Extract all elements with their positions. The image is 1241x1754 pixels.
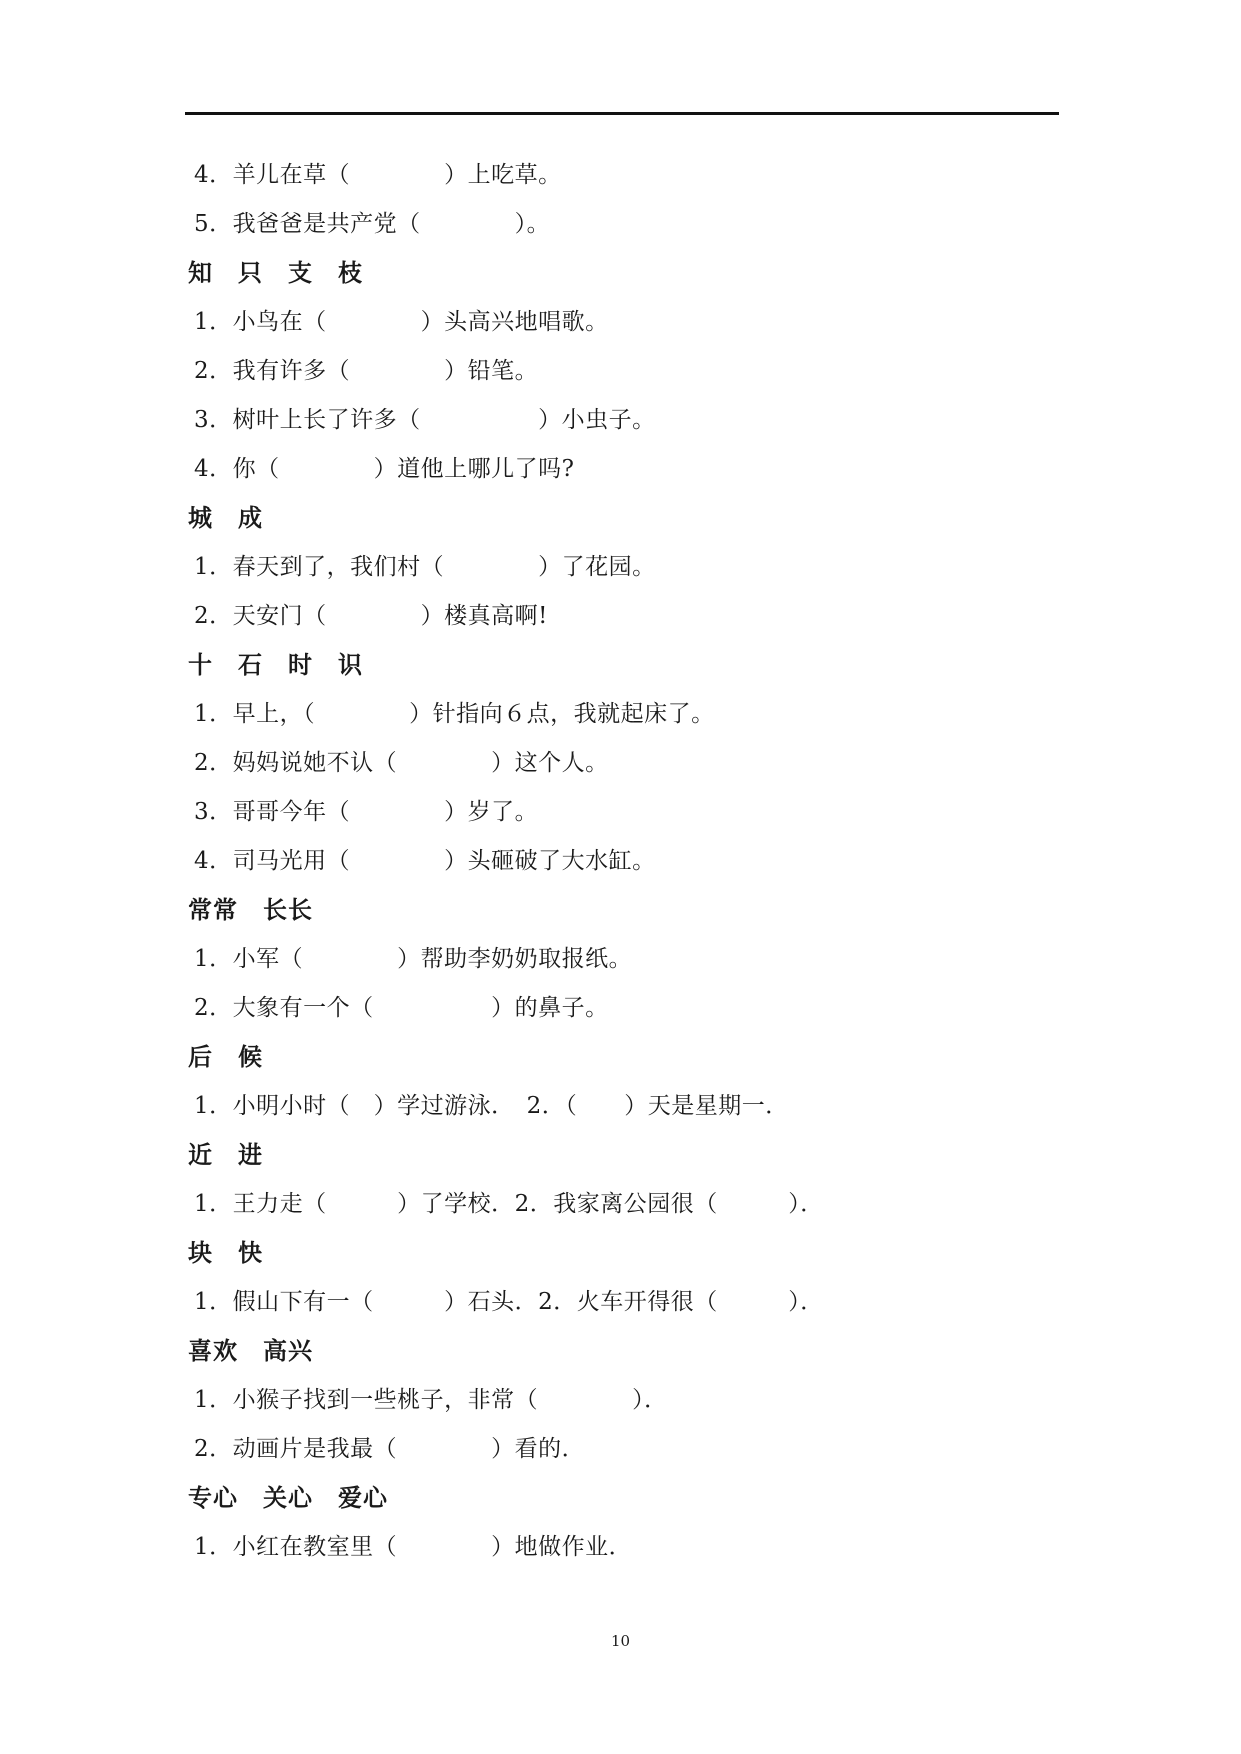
fill-blank-sentence: 5．我爸爸是共产党（ ）。	[194, 211, 551, 237]
word-group-heading: 常常 长长	[188, 895, 313, 924]
header-rule	[185, 112, 1059, 115]
word-group-heading: 后 候	[188, 1042, 263, 1071]
word-group-heading: 喜欢 高兴	[188, 1336, 313, 1365]
word-group-heading: 城 成	[188, 503, 263, 532]
fill-blank-sentence: 4．司马光用（ ）头砸破了大水缸。	[194, 848, 656, 874]
fill-blank-sentence: 1．小明小时（ ）学过游泳． 2．（ ）天是星期一．	[194, 1093, 789, 1119]
word-group-heading: 专心 关心 爱心	[188, 1483, 388, 1512]
fill-blank-sentence: 2．我有许多（ ）铅笔。	[194, 358, 539, 384]
fill-blank-sentence: 1．春天到了，我们村（ ）了花园。	[194, 554, 656, 580]
word-group-heading: 知 只 支 枝	[188, 258, 363, 287]
fill-blank-sentence: 4．你（ ）道他上哪儿了吗?	[194, 456, 575, 482]
page-number: 10	[610, 1632, 631, 1650]
fill-blank-sentence: 1．小鸟在（ ）头高兴地唱歌。	[194, 309, 609, 335]
word-group-heading: 近 进	[188, 1140, 263, 1169]
fill-blank-sentence: 3．哥哥今年（ ）岁了。	[194, 799, 539, 825]
fill-blank-sentence: 1．小军（ ）帮助李奶奶取报纸。	[194, 946, 633, 972]
fill-blank-sentence: 1．早上，（ ）针指向６点，我就起床了。	[194, 701, 715, 727]
fill-blank-sentence: 3．树叶上长了许多（ ）小虫子。	[194, 407, 656, 433]
fill-blank-sentence: 2．天安门（ ）楼真高啊!	[194, 603, 548, 629]
worksheet-body	[188, 156, 1068, 1577]
fill-blank-sentence: 1．王力走（ ）了学校．2．我家离公园很（ ）．	[194, 1191, 824, 1217]
fill-blank-sentence: 4．羊儿在草（ ）上吃草。	[194, 162, 562, 188]
fill-blank-sentence: 2．妈妈说她不认（ ）这个人。	[194, 750, 609, 776]
fill-blank-sentence: 1．小红在教室里（ ）地做作业．	[194, 1534, 633, 1560]
fill-blank-sentence: 2．大象有一个（ ）的鼻子。	[194, 995, 609, 1021]
fill-blank-sentence: 1．小猴子找到一些桃子，非常（ ）．	[194, 1387, 668, 1413]
word-group-heading: 十 石 时 识	[188, 650, 363, 679]
word-group-heading: 块 快	[188, 1238, 263, 1267]
fill-blank-sentence: 2．动画片是我最（ ）看的．	[194, 1436, 586, 1462]
fill-blank-sentence: 1．假山下有一（ ）石头．2．火车开得很（ ）．	[194, 1289, 824, 1315]
